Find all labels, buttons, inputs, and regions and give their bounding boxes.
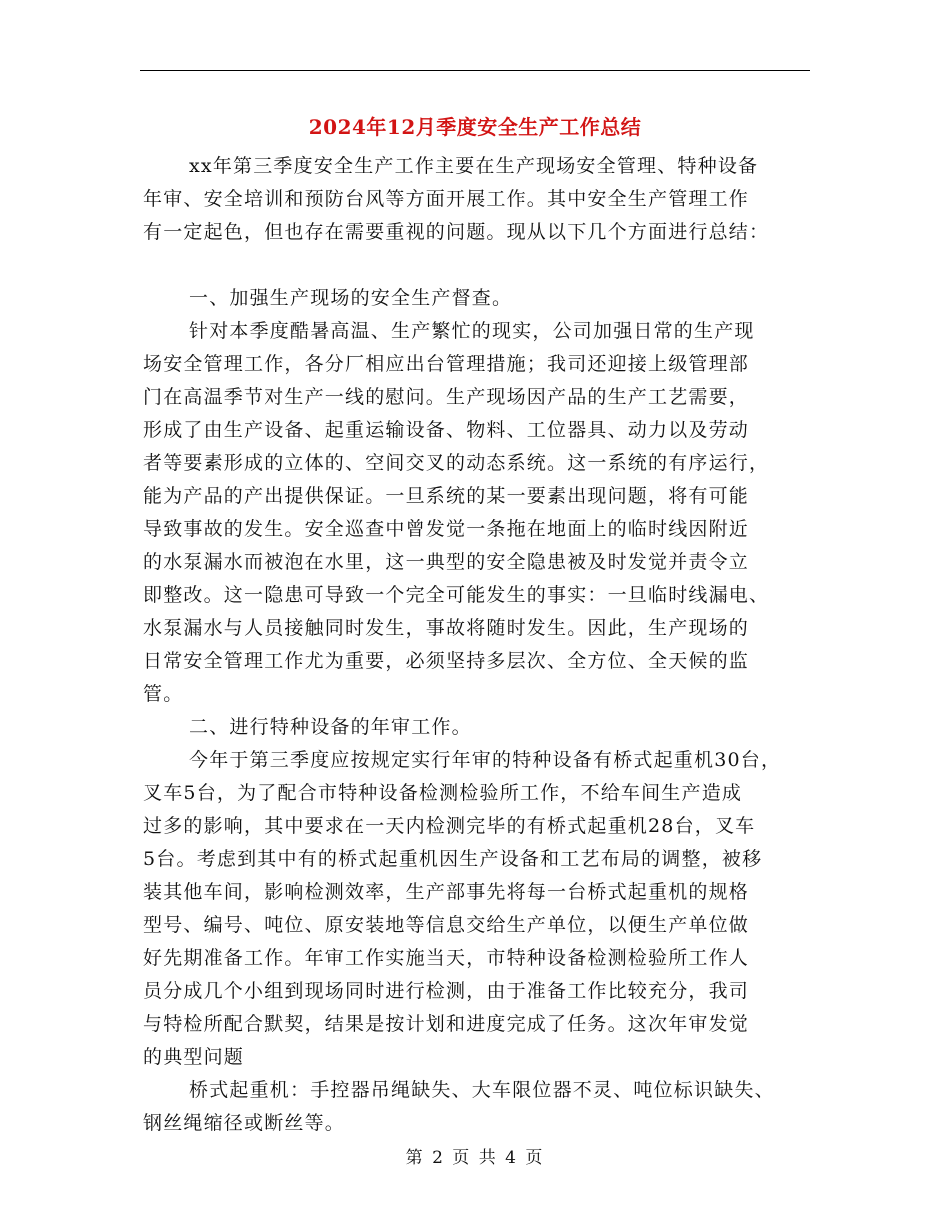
paragraph-line: 针对本季度酷暑高温、生产繁忙的现实，公司加强日常的生产现 (189, 320, 755, 342)
paragraph-line: 今年于第三季度应按规定实行年审的特种设备有桥式起重机30台， (189, 749, 782, 771)
paragraph-line: 门在高温季节对生产一线的慰问。生产现场因产品的生产工艺需要， (143, 386, 750, 408)
paragraph-line: 装其他车间，影响检测效率，生产部事先将每一台桥式起重机的规格 (143, 881, 750, 903)
paragraph-line: 能为产品的产出提供保证。一旦系统的某一要素出现问题，将有可能 (143, 485, 750, 507)
paragraph-line: 有一定起色，但也存在需要重视的问题。现从以下几个方面进行总结： (143, 221, 770, 243)
paragraph-line: 桥式起重机：手控器吊绳缺失、大车限位器不灵、吨位标识缺失、 (189, 1079, 775, 1101)
document-title: 2024年12月季度安全生产工作总结 (308, 115, 642, 139)
paragraph-line: 者等要素形成的立体的、空间交叉的动态系统。这一系统的有序运行， (143, 452, 770, 474)
paragraph-line: 场安全管理工作，各分厂相应出台管理措施；我司还迎接上级管理部 (143, 353, 750, 375)
paragraph-line: 的典型问题 (143, 1046, 245, 1068)
paragraph-line: 型号、编号、吨位、原安装地等信息交给生产单位，以便生产单位做 (143, 914, 750, 936)
paragraph-line: 导致事故的发生。安全巡查中曾发觉一条拖在地面上的临时线因附近 (143, 518, 750, 540)
paragraph-line: 叉车5台，为了配合市特种设备检测检验所工作，不给车间生产造成 (143, 782, 743, 804)
paragraph-line: 日常安全管理工作尤为重要，必须坚持多层次、全方位、全天候的监 (143, 650, 750, 672)
paragraph-line: 管。 (143, 683, 184, 705)
paragraph-line: 员分成几个小组到现场同时进行检测，由于准备工作比较充分，我司 (143, 980, 750, 1002)
paragraph-line: 的水泵漏水而被泡在水里，这一典型的安全隐患被及时发觉并责令立 (143, 551, 750, 573)
paragraph-line: 年审、安全培训和预防台风等方面开展工作。其中安全生产管理工作 (143, 188, 750, 210)
paragraph-line: 5台。考虑到其中有的桥式起重机因生产设备和工艺布局的调整，被移 (143, 848, 763, 870)
paragraph-gap (143, 249, 808, 282)
paragraph-line: 好先期准备工作。年审工作实施当天，市特种设备检测检验所工作人 (143, 947, 750, 969)
document-body (143, 150, 808, 1140)
paragraph-line: 过多的影响，其中要求在一天内检测完毕的有桥式起重机28台，叉车 (143, 815, 756, 837)
section-heading: 二、进行特种设备的年审工作。 (189, 716, 472, 738)
paragraph-line: 水泵漏水与人员接触同时发生，事故将随时发生。因此，生产现场的 (143, 617, 750, 639)
paragraph-line: 即整改。这一隐患可导致一个完全可能发生的事实：一旦临时线漏电、 (143, 584, 770, 606)
paragraph-line: 与特检所配合默契，结果是按计划和进度完成了任务。这次年审发觉 (143, 1013, 750, 1035)
section-heading: 一、加强生产现场的安全生产督查。 (189, 287, 513, 309)
paragraph-line: 形成了由生产设备、起重运输设备、物料、工位器具、动力以及劳动 (143, 419, 750, 441)
header-rule (140, 70, 810, 71)
paragraph-line: xx年第三季度安全生产工作主要在生产现场安全管理、特种设备 (189, 155, 759, 177)
paragraph-line: 钢丝绳缩径或断丝等。 (143, 1112, 346, 1134)
page-number: 第 2 页 共 4 页 (405, 1148, 545, 1168)
